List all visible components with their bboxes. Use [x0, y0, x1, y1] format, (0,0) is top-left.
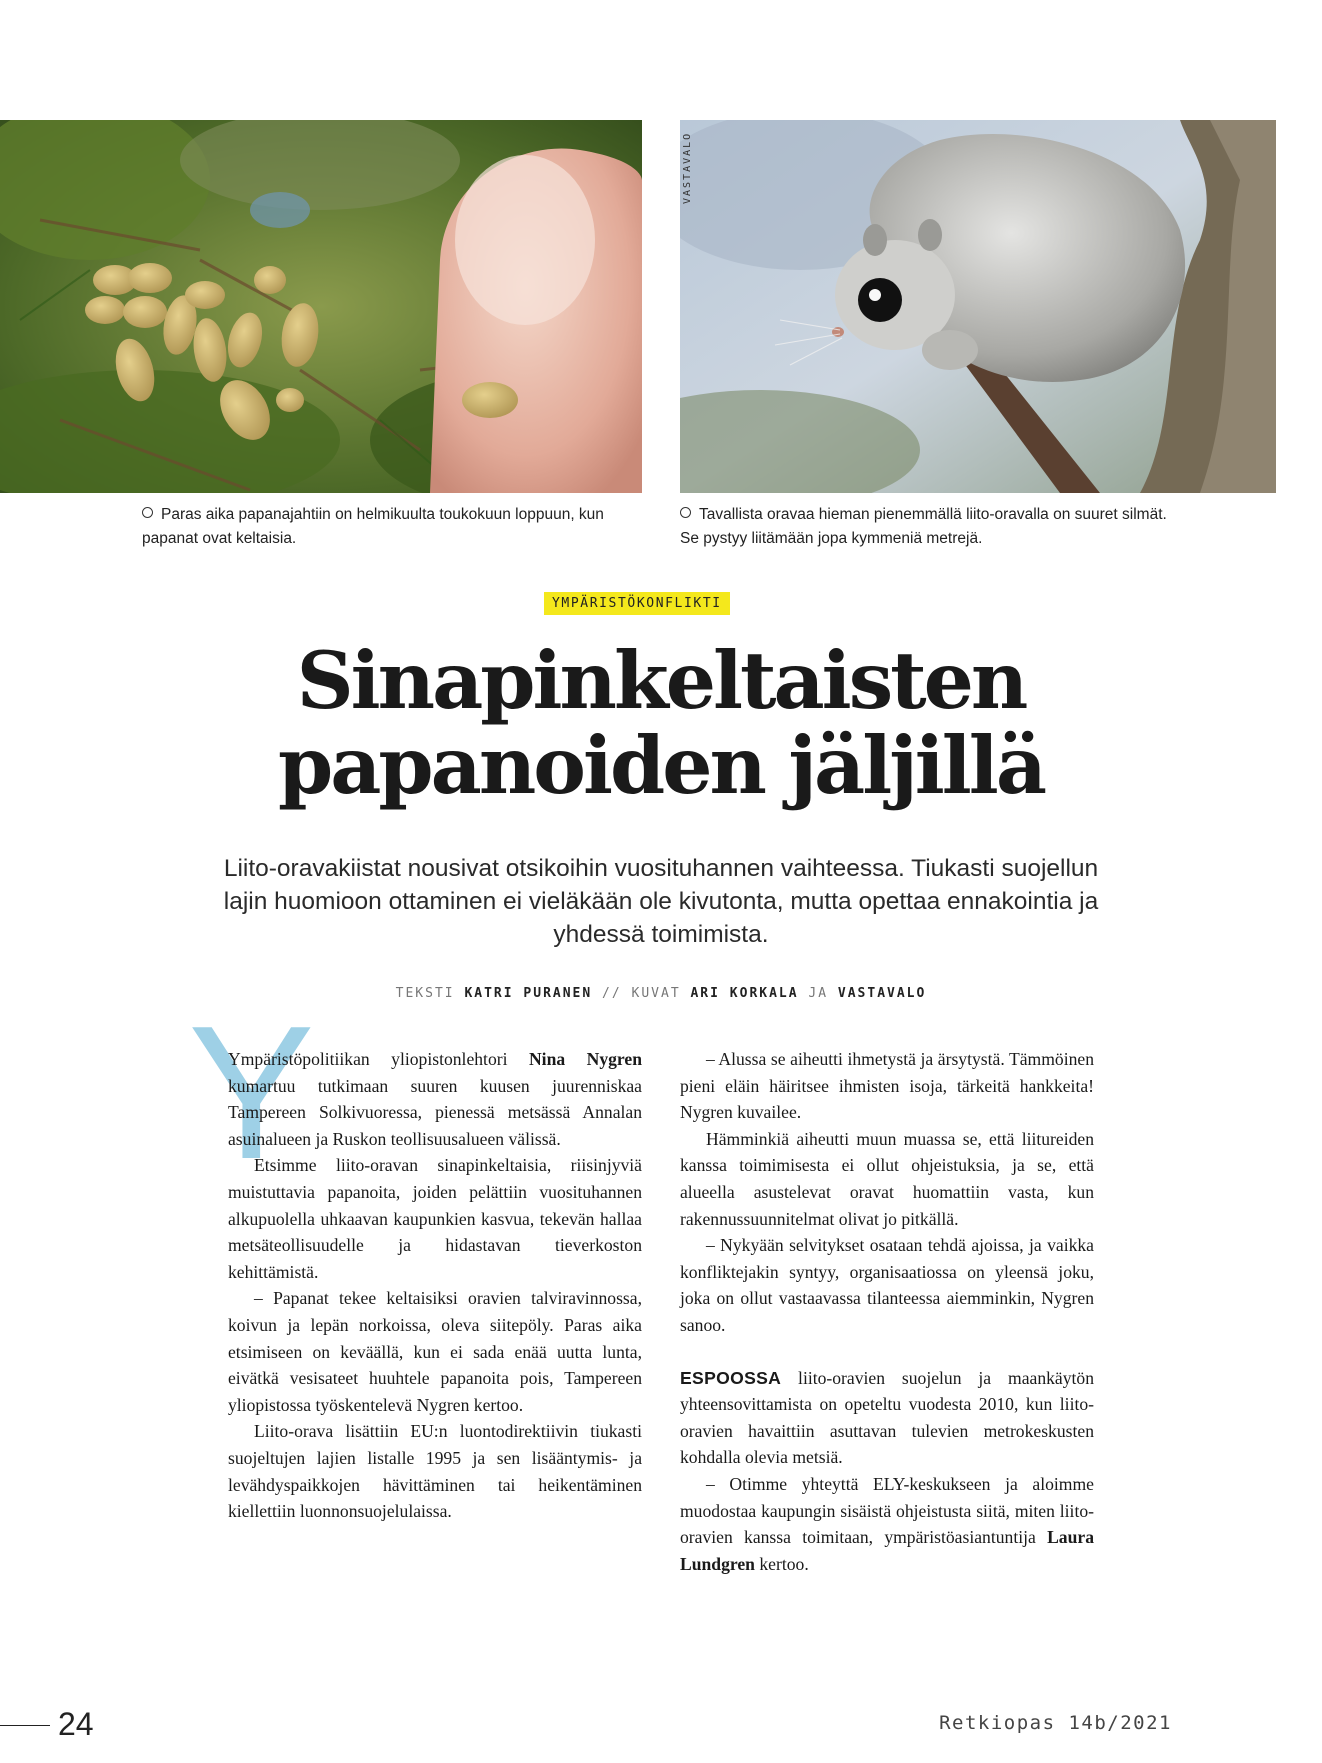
paragraph: Hämminkiä aiheutti muun muassa se, että liitureiden kanssa toimimisesta ei ollut ohjeistuksia, ja se, että alueella asustelevat oravat huomattiin vasta, kun rakennussuunnitelmat olivat jo pitkällä. — [680, 1128, 1094, 1229]
droppings-image — [0, 120, 642, 493]
flying-squirrel-image — [680, 120, 1276, 493]
section-kicker: YMPÄRISTÖKONFLIKTI — [544, 592, 730, 615]
paragraph-text: – Otimme yhteyttä ELY-keskukseen ja aloimme muodostaa kaupungin sisäistä ohjeistusta siitä, miten liito-oravien kanssa toimitaan, ympäristöasiantuntija — [680, 1473, 1094, 1548]
paragraph-text: kertoo. — [754, 1553, 809, 1574]
byline-separator: // — [602, 986, 622, 1001]
paragraph — [228, 1046, 642, 1152]
byline-agency: VASTAVALO — [837, 986, 927, 1001]
caption-droppings-text: Paras aika papanajahtiin on helmikuulta toukokuun loppuun, kun papanat ovat keltaisia. — [142, 506, 604, 547]
byline-author: KATRI PURANEN — [464, 986, 593, 1001]
body-column-left — [228, 1046, 642, 1525]
byline-text-label: TEKSTI — [395, 986, 455, 1001]
magazine-issue: Retkiopas 14b/2021 — [939, 1712, 1172, 1734]
caption-bullet-icon — [142, 507, 153, 518]
paragraph — [680, 1365, 1094, 1471]
paragraph: – Alussa se aiheutti ihmetystä ja ärsytystä. Tämmöinen pieni eläin häiritsee ihmisten isoja, tärkeitä hankkeita! Nygren kuvailee. — [680, 1049, 1094, 1123]
person-name: Nina Nygren — [528, 1049, 642, 1069]
paragraph — [680, 1471, 1094, 1577]
byline-photographer: ARI KORKALA — [690, 986, 799, 1001]
byline-and: JA — [808, 986, 829, 1001]
caption-bullet-icon — [680, 507, 691, 518]
byline-photos-label: KUVAT — [631, 986, 681, 1001]
headline-line-1: Sinapinkeltaisten — [296, 634, 1026, 727]
section-lead-word: ESPOOSSA — [680, 1367, 782, 1388]
page-number: 24 — [58, 1706, 94, 1742]
person-name: Laura Lundgren — [680, 1527, 1094, 1574]
paragraph-text: kumartuu tutkimaan suuren kuusen juurenniskaa Tampereen Solkivuoressa, pienessä metsässä Annalan asuinalueen ja Ruskon teollisuusalueen välissä. — [228, 1075, 642, 1149]
paragraph: – Papanat tekee keltaisiksi oravien talviravinnossa, koivun ja lepän norkoissa, oleva siitepöly. Paras aika etsimiseen on keväällä, kun ei sada enää uutta lunta, eivätkä vesisateet huuhtele papanoita pois, Tampereen yliopistossa työskentelevä Nygren kertoo. — [228, 1288, 642, 1415]
paragraph: – Nykyään selvitykset osataan tehdä ajoissa, ja vaikka konfliktejakin syntyy, organisaatiossa on yleensä joku, joka on ollut vastaavassa tilanteessa aiemminkin, Nygren sanoo. — [680, 1235, 1094, 1335]
paragraph: Etsimme liito-oravan sinapinkeltaisia, riisinjyviä muistuttavia papanoita, joiden pelättiin vuosituhannen alkupuolella uhkaavan kaupunkien kasvua, tekevän hallaa metsäteollisuudelle ja hidastavan tieverkoston kehittämistä. — [228, 1155, 642, 1282]
paragraph-text: liito-oravien suojelun ja maankäytön yhteensovittamista on opeteltu vuodesta 2010, kun liito-oravien havaittiin asuttavan tulevien metrokeskusten kohdalla olevia metsiä. — [680, 1367, 1094, 1468]
photo-credit: VASTAVALO — [682, 131, 693, 204]
body-column-right — [680, 1046, 1094, 1577]
article-lead: Liito-oravakiistat nousivat otsikoihin vuosituhannen vaihteessa. Tiukasti suojellun lajin huomioon ottaminen ei vieläkään ole kivutonta, mutta opettaa ennakointia ja yhdessä toimimista. — [223, 855, 1099, 948]
photo-flying-squirrel — [680, 120, 1276, 493]
caption-droppings — [142, 503, 642, 551]
footer-rule — [0, 1725, 50, 1726]
caption-flying-squirrel-text: Tavallista oravaa hieman pienemmällä liito-oravalla on suuret silmät. Se pystyy liitämään jopa kymmeniä metrejä. — [680, 506, 1167, 547]
headline-line-2: papanoiden jäljillä — [277, 719, 1045, 812]
paragraph-text: Ympäristöpolitiikan yliopistonlehtori — [228, 1049, 529, 1069]
caption-flying-squirrel — [680, 503, 1180, 551]
paragraph: Liito-orava lisättiin EU:n luontodirektiivin tiukasti suojeltujen lajien listalle 1995 ja sen lisääntymis- ja levähdyspaikkojen hävittäminen tai heikentäminen kiellettiin luonnonsuojelulaissa. — [228, 1421, 642, 1522]
photo-droppings — [0, 120, 642, 493]
article-headline — [0, 634, 1322, 812]
dropcap: Y — [188, 987, 315, 1199]
